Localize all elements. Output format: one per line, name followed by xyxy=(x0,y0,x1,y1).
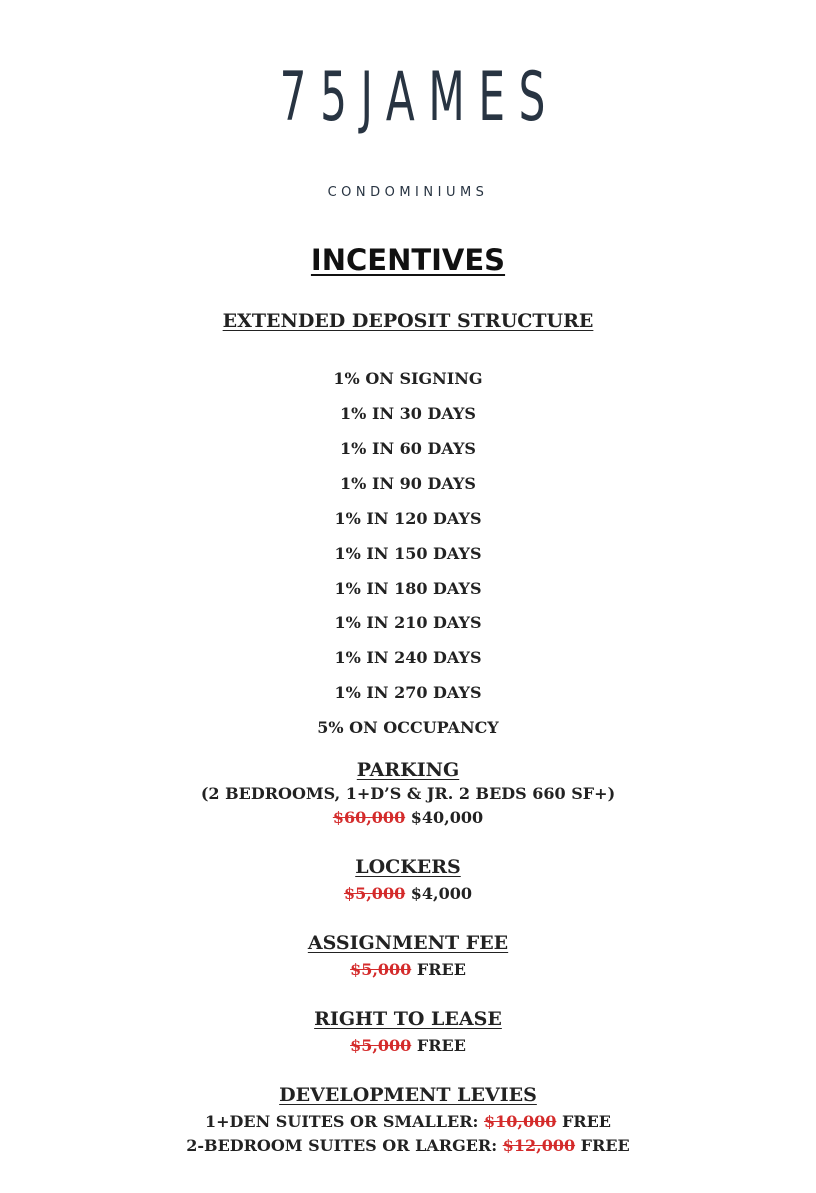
new-price: FREE xyxy=(580,1136,630,1155)
deposit-item: 1% IN 60 DAYS xyxy=(340,439,476,458)
new-price: FREE xyxy=(416,960,466,979)
new-price: $4,000 xyxy=(410,884,473,903)
assignment-heading: ASSIGNMENT FEE xyxy=(307,932,509,954)
lockers-heading: LOCKERS xyxy=(355,856,461,878)
deposit-item: 1% IN 90 DAYS xyxy=(340,474,476,493)
levies-row-label: 1+DEN SUITES OR SMALLER: xyxy=(205,1112,479,1131)
old-price: $5,000 xyxy=(343,884,406,903)
lease-heading: RIGHT TO LEASE xyxy=(314,1008,502,1030)
parking-heading: PARKING xyxy=(356,759,460,781)
deposit-item: 1% IN 120 DAYS xyxy=(334,509,482,528)
deposit-item: 1% IN 180 DAYS xyxy=(334,579,482,598)
levies-row-label: 2-BEDROOM SUITES OR LARGER: xyxy=(186,1136,498,1155)
old-price: $5,000 xyxy=(350,960,412,979)
levies-row xyxy=(0,1112,816,1131)
deposit-item: 1% IN 210 DAYS xyxy=(334,613,482,632)
old-price: $12,000 xyxy=(502,1136,576,1155)
deposit-item: 1% IN 240 DAYS xyxy=(334,648,482,667)
old-price: $10,000 xyxy=(483,1112,557,1131)
deposit-heading: EXTENDED DEPOSIT STRUCTURE xyxy=(222,310,594,332)
deposit-item: 1% IN 30 DAYS xyxy=(340,404,476,423)
levies-row xyxy=(0,1136,816,1155)
deposit-item: 1% IN 270 DAYS xyxy=(334,683,482,702)
new-price: $40,000 xyxy=(410,808,484,827)
new-price: FREE xyxy=(416,1036,466,1055)
parking-price xyxy=(0,808,816,827)
parking-note: (2 BEDROOMS, 1+D’S & JR. 2 BEDS 660 SF+) xyxy=(200,784,616,803)
logo-subtitle: CONDOMINIUMS xyxy=(327,185,489,200)
assignment-price xyxy=(0,960,816,979)
old-price: $5,000 xyxy=(350,1036,412,1055)
logo-wordmark: 75JAMES xyxy=(279,58,559,137)
deposit-item: 5% ON OCCUPANCY xyxy=(317,718,499,737)
deposit-item: 1% ON SIGNING xyxy=(333,369,483,388)
lockers-price xyxy=(0,884,816,903)
levies-heading: DEVELOPMENT LEVIES xyxy=(279,1084,537,1106)
new-price: FREE xyxy=(561,1112,611,1131)
lease-price xyxy=(0,1036,816,1055)
brand-logo xyxy=(0,58,816,137)
old-price: $60,000 xyxy=(332,808,406,827)
page-title: INCENTIVES xyxy=(310,243,506,277)
deposit-item: 1% IN 150 DAYS xyxy=(334,544,482,563)
